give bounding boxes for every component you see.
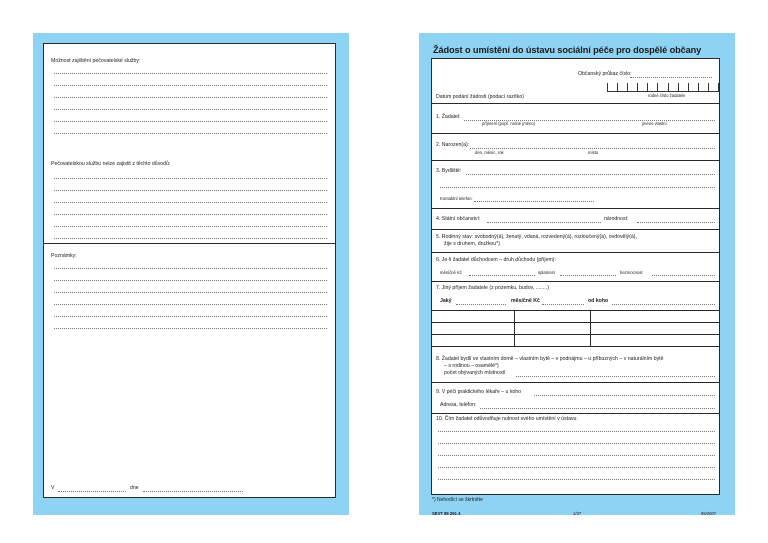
- citizenship-label: 4. Státní občanství:: [436, 216, 481, 222]
- pension-payment-line[interactable]: [560, 275, 616, 276]
- refusal-reasons-label: Pečovatelskou službu nelze zajistit z těchto důvodů:: [51, 161, 171, 167]
- notes-label: Poznámky:: [51, 253, 77, 259]
- housing-label-2: – s rodinou – osamělé*): [444, 363, 499, 369]
- marital-status-label: 5. Rodinný stav: svobodný(á), ženatý, vdaná, rozvedený(á), rozloučený(á), ovdovělý(á),: [436, 234, 637, 240]
- income-monthly-line[interactable]: [542, 304, 584, 305]
- place-label: V: [51, 485, 55, 491]
- born-line[interactable]: [470, 148, 715, 149]
- income-table-rule: [432, 310, 719, 311]
- pension-payment-label: splatnost: [538, 270, 555, 275]
- income-table-col: [514, 310, 515, 346]
- footer-page: 1/37: [573, 511, 582, 516]
- income-what-line[interactable]: [456, 304, 506, 305]
- line[interactable]: [54, 268, 327, 269]
- line[interactable]: [438, 467, 715, 468]
- footer-code: SEVT 89 261 4: [432, 511, 461, 516]
- rooms-label: počet obývaných místností: [444, 370, 506, 376]
- pension-deduction-label: bezmocnost: [620, 270, 643, 275]
- income-col-monthly: měsíčně Kč: [511, 298, 540, 304]
- doctor-label: 9. V péči praktického lékaře – u koho: [436, 389, 522, 395]
- pension-monthly-line[interactable]: [469, 275, 535, 276]
- line[interactable]: [54, 97, 327, 98]
- divider: [432, 281, 719, 282]
- residence-label: 3. Bydliště:: [436, 168, 462, 174]
- divider: [432, 252, 719, 253]
- line[interactable]: [54, 214, 327, 215]
- date-label: dne: [130, 485, 139, 491]
- born-sub-day: den, měsíc, rok: [475, 150, 504, 155]
- care-service-label: Možnost zajištění pečovatelské služby:: [51, 58, 141, 64]
- line[interactable]: [54, 109, 327, 110]
- applicant-sub-name: jméno vlastní: [642, 121, 667, 126]
- form-title: Žádost o umístění do ústavu sociální péče pro dospělé občany: [433, 45, 702, 55]
- line[interactable]: [54, 202, 327, 203]
- line[interactable]: [54, 178, 327, 179]
- line[interactable]: [54, 238, 327, 239]
- nationality-label: národnost:: [604, 216, 629, 222]
- birth-number-label: rodné číslo žadatele: [648, 93, 686, 98]
- line[interactable]: [438, 431, 715, 432]
- right-sheet: [431, 58, 720, 495]
- residence-line-2[interactable]: [440, 187, 715, 188]
- line[interactable]: [54, 328, 327, 329]
- birth-number-boxes[interactable]: [607, 83, 719, 92]
- line[interactable]: [54, 85, 327, 86]
- divider: [432, 229, 719, 230]
- line[interactable]: [54, 304, 327, 305]
- housing-label: 8. Žadatel bydlí ve vlastním domě – vlastním bytě – v podnájmu – u příbuzných – v naturálním bytě: [436, 356, 664, 362]
- line[interactable]: [54, 280, 327, 281]
- line[interactable]: [438, 479, 715, 480]
- divider: [432, 160, 719, 161]
- line[interactable]: [438, 443, 715, 444]
- line[interactable]: [54, 121, 327, 122]
- left-page: [33, 33, 349, 515]
- line[interactable]: [54, 73, 327, 74]
- line[interactable]: [438, 455, 715, 456]
- doctor-line[interactable]: [534, 395, 715, 396]
- place-line[interactable]: [58, 491, 126, 492]
- pension-deduction-line[interactable]: [652, 275, 715, 276]
- divider: [432, 346, 719, 347]
- born-label: 2. Narozen(a):: [436, 142, 470, 148]
- divider: [432, 413, 719, 414]
- marital-status-label-2: žije s druhem, družkou*): [444, 241, 500, 247]
- born-sub-place: místo: [588, 150, 599, 155]
- income-from-line[interactable]: [612, 304, 715, 305]
- line[interactable]: [54, 190, 327, 191]
- income-col-from: od koho: [588, 298, 609, 304]
- citizenship-line[interactable]: [487, 222, 601, 223]
- divider: [432, 103, 719, 104]
- income-table-rule: [432, 322, 719, 323]
- line[interactable]: [54, 226, 327, 227]
- justification-label: 10. Čím žadatel odůvodňuje nutnost svého umístění v ústavu:: [436, 416, 578, 422]
- phone-label: Kontaktní telefon:: [440, 196, 473, 201]
- left-sheet: [43, 43, 336, 498]
- line[interactable]: [54, 292, 327, 293]
- divider: [44, 243, 335, 244]
- nationality-line[interactable]: [637, 222, 715, 223]
- income-table-col: [590, 310, 591, 346]
- address-phone-line[interactable]: [480, 408, 715, 409]
- line[interactable]: [54, 133, 327, 134]
- other-income-label: 7. Jiný příjem žadatele (z pozemku, budov, ........): [436, 285, 549, 291]
- right-page: [419, 33, 735, 515]
- footnote: *) Nehodící se škrtněte: [432, 497, 483, 503]
- date-submitted-label: Datum podání žádosti (podací razítko): [436, 94, 524, 100]
- applicant-sub-surname: příjmení (popř. rodné jméno): [482, 121, 536, 126]
- footer-year: 95/2007: [701, 511, 717, 516]
- line[interactable]: [54, 316, 327, 317]
- pension-monthly-label: měsíčně Kč: [440, 270, 462, 275]
- id-card-line[interactable]: [630, 77, 712, 78]
- id-card-label: Občanský průkaz číslo:: [578, 71, 632, 77]
- date-line[interactable]: [143, 491, 243, 492]
- income-col-what: Jaký: [440, 298, 452, 304]
- divider: [432, 133, 719, 134]
- applicant-label: 1. Žadatel:: [436, 114, 461, 120]
- divider: [432, 208, 719, 209]
- divider: [432, 382, 719, 383]
- residence-line[interactable]: [466, 174, 715, 175]
- phone-line[interactable]: [474, 201, 594, 202]
- rooms-line[interactable]: [516, 376, 715, 377]
- pension-label: 6. Je-li žadatel důchodcem – druh důchodu (příjem):: [436, 257, 556, 263]
- income-table-rule: [432, 334, 719, 335]
- address-phone-label: Adresa, telefon:: [440, 402, 477, 408]
